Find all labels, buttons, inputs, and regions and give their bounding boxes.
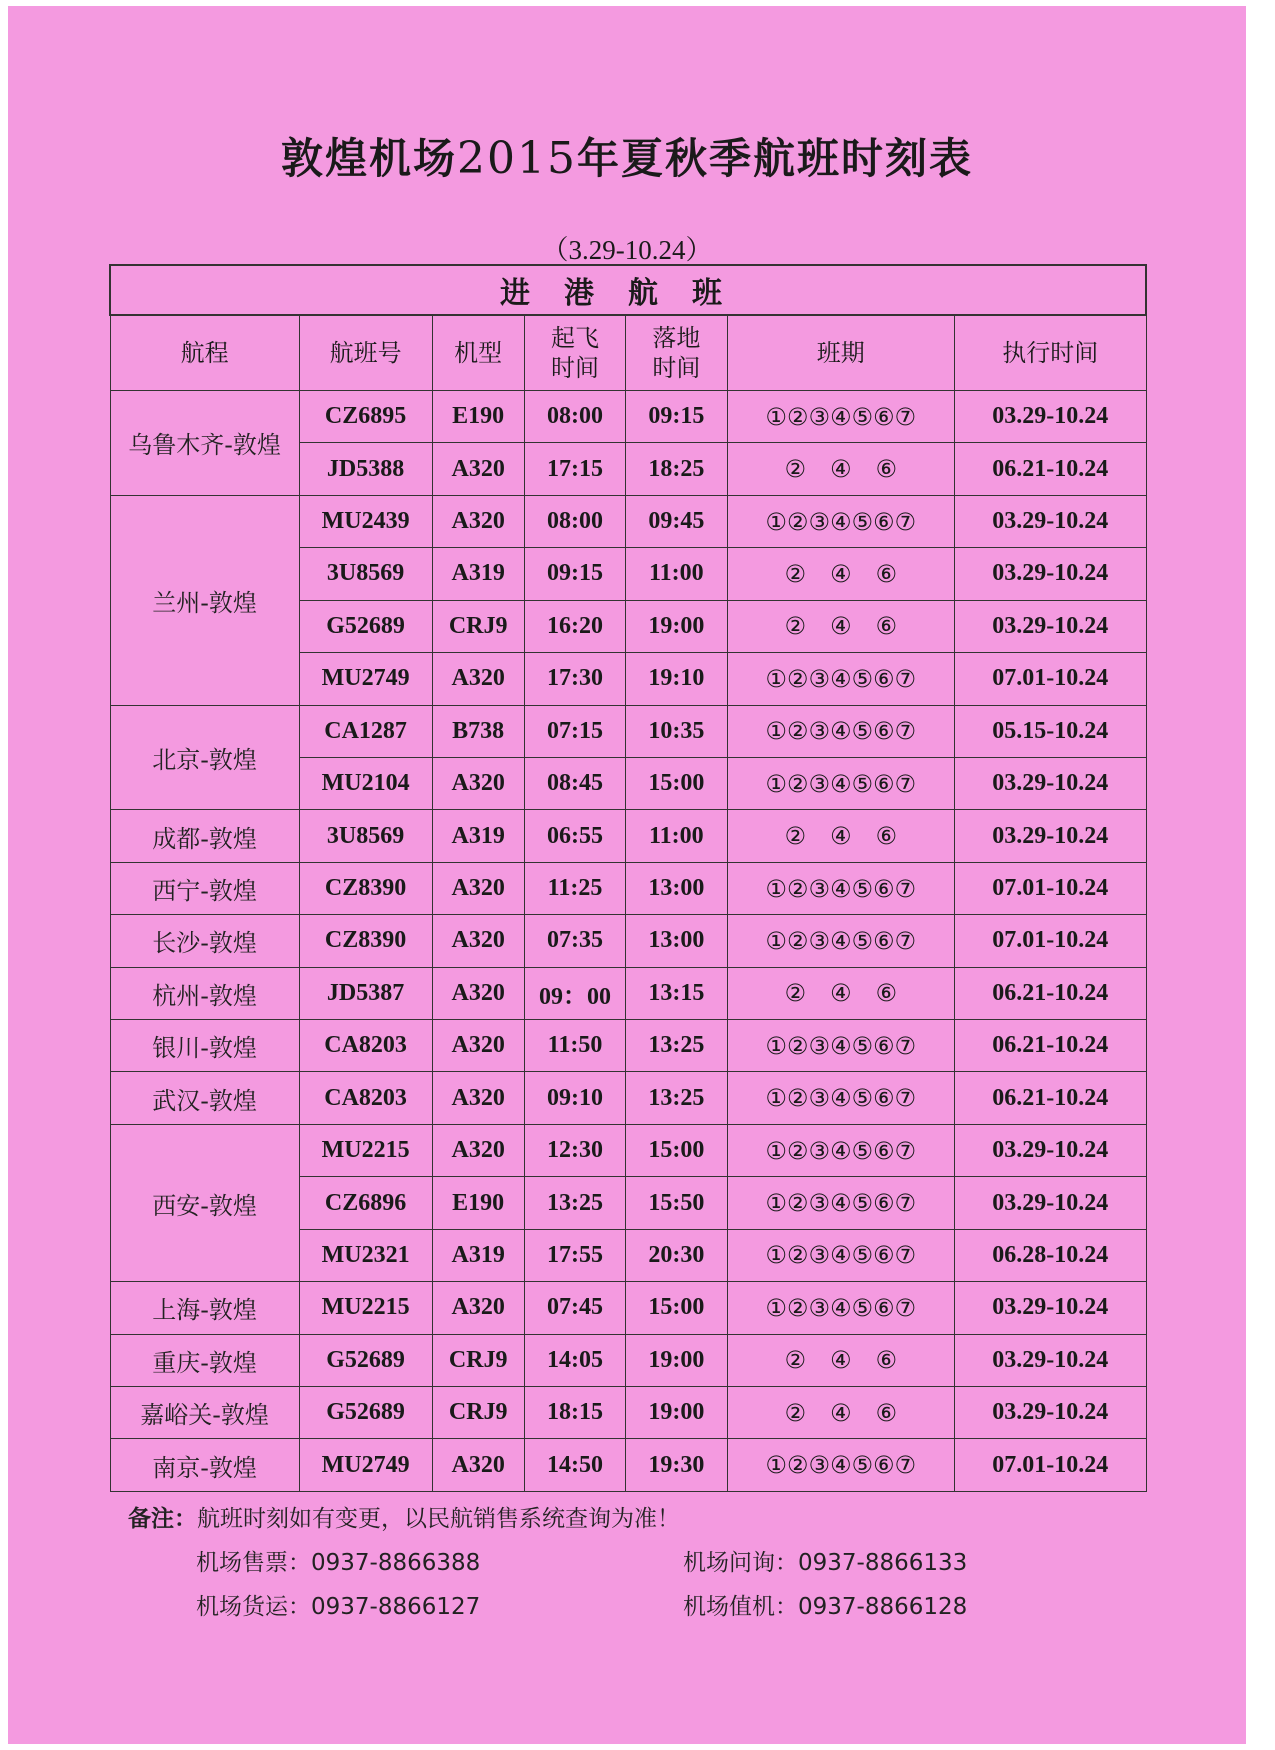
effective-period-cell: 03.29-10.24 [954,495,1146,547]
arrival-time-cell: 15:00 [626,757,727,809]
flight-number-cell: JD5387 [299,967,432,1019]
aircraft-type-cell: E190 [432,1177,524,1229]
table-row [110,1334,1146,1386]
flight-number-cell: G52689 [299,1334,432,1386]
departure-time-cell: 07:15 [524,705,625,757]
effective-period-cell: 03.29-10.24 [954,600,1146,652]
effective-period-cell: 03.29-10.24 [954,1387,1146,1439]
flight-number-cell: MU2749 [299,1439,432,1492]
contact-checkin [683,1588,967,1621]
route-cell: 西安-敦煌 [110,1124,299,1281]
contact-cargo-label: 机场货运： [196,1594,311,1620]
departure-time-cell: 09：00 [524,967,625,1019]
operating-days-cell: ①②③④⑤⑥⑦ [727,495,954,547]
operating-days-cell: ② ④ ⑥ [727,1334,954,1386]
effective-period-cell: 06.21-10.24 [954,967,1146,1019]
effective-period-cell: 06.21-10.24 [954,443,1146,495]
operating-days-cell: ①②③④⑤⑥⑦ [727,1177,954,1229]
effective-period-cell: 03.29-10.24 [954,548,1146,600]
departure-time-cell: 07:45 [524,1282,625,1334]
col-days: 班期 [727,315,954,391]
notes-label: 备注： [128,1506,197,1532]
effective-period-cell: 05.15-10.24 [954,705,1146,757]
table-row [110,1124,1146,1176]
effective-period-cell: 07.01-10.24 [954,915,1146,967]
route-cell: 南京-敦煌 [110,1439,299,1492]
table-row [110,391,1146,443]
flight-number-cell: 3U8569 [299,548,432,600]
aircraft-type-cell: E190 [432,391,524,443]
column-header-row [110,315,1146,391]
flight-number-cell: CZ8390 [299,862,432,914]
effective-period-cell: 06.21-10.24 [954,1072,1146,1124]
route-cell: 武汉-敦煌 [110,1072,299,1124]
contact-cargo [196,1588,480,1621]
aircraft-type-cell: A320 [432,915,524,967]
notes-text: 航班时刻如有变更，以民航销售系统查询为准！ [197,1506,680,1532]
departure-time-cell: 07:35 [524,915,625,967]
arrival-time-cell: 19:10 [626,653,727,705]
title-year: 2015 [457,133,577,184]
aircraft-type-cell: A319 [432,810,524,862]
col-aircraft: 机型 [432,315,524,391]
effective-period-cell: 03.29-10.24 [954,1282,1146,1334]
departure-time-cell: 17:15 [524,443,625,495]
aircraft-type-cell: A320 [432,1020,524,1072]
aircraft-type-cell: A320 [432,1124,524,1176]
contact-checkin-label: 机场值机： [683,1594,798,1620]
aircraft-type-cell: CRJ9 [432,1387,524,1439]
arrival-time-cell: 20:30 [626,1229,727,1281]
title-part2: 年夏秋季航班时刻表 [576,134,973,183]
arrival-time-cell: 18:25 [626,443,727,495]
contact-ticketing-label: 机场售票： [196,1550,311,1576]
arrival-time-cell: 13:15 [626,967,727,1019]
operating-days-cell: ①②③④⑤⑥⑦ [727,915,954,967]
effective-period-cell: 03.29-10.24 [954,1177,1146,1229]
arrival-time-cell: 15:50 [626,1177,727,1229]
table-row [110,1072,1146,1124]
operating-days-cell: ①②③④⑤⑥⑦ [727,1439,954,1492]
col-departure [524,315,625,391]
departure-time-cell: 14:05 [524,1334,625,1386]
table-row [110,1387,1146,1439]
aircraft-type-cell: A320 [432,1439,524,1492]
operating-days-cell: ①②③④⑤⑥⑦ [727,391,954,443]
arrival-time-cell: 13:00 [626,915,727,967]
col-departure-line2: 时间 [551,354,599,382]
effective-period-cell: 03.29-10.24 [954,1124,1146,1176]
schedule-body [110,391,1146,1492]
flight-number-cell: MU2321 [299,1229,432,1281]
route-cell: 乌鲁木齐-敦煌 [110,391,299,496]
operating-days-cell: ①②③④⑤⑥⑦ [727,1282,954,1334]
page-title [8,126,1246,186]
departure-time-cell: 08:00 [524,495,625,547]
flight-number-cell: CA1287 [299,705,432,757]
flight-number-cell: CA8203 [299,1072,432,1124]
departure-time-cell: 17:55 [524,1229,625,1281]
contact-ticketing-phone: 0937-8866388 [311,1550,481,1576]
effective-period-cell: 06.21-10.24 [954,1020,1146,1072]
table-row [110,705,1146,757]
operating-days-cell: ①②③④⑤⑥⑦ [727,862,954,914]
flight-number-cell: G52689 [299,600,432,652]
departure-time-cell: 13:25 [524,1177,625,1229]
arrival-time-cell: 13:25 [626,1072,727,1124]
flight-number-cell: MU2215 [299,1124,432,1176]
aircraft-type-cell: CRJ9 [432,1334,524,1386]
contact-checkin-phone: 0937-8866128 [798,1594,968,1620]
effective-period-cell: 03.29-10.24 [954,810,1146,862]
operating-days-cell: ①②③④⑤⑥⑦ [727,1072,954,1124]
operating-days-cell: ①②③④⑤⑥⑦ [727,1124,954,1176]
aircraft-type-cell: B738 [432,705,524,757]
col-route: 航程 [110,315,299,391]
aircraft-type-cell: A320 [432,757,524,809]
effective-period-cell: 07.01-10.24 [954,1439,1146,1492]
aircraft-type-cell: A320 [432,443,524,495]
departure-time-cell: 09:15 [524,548,625,600]
contact-cargo-phone: 0937-8866127 [311,1594,481,1620]
departure-time-cell: 06:55 [524,810,625,862]
departure-time-cell: 18:15 [524,1387,625,1439]
table-row [110,1020,1146,1072]
operating-days-cell: ①②③④⑤⑥⑦ [727,705,954,757]
arrival-time-cell: 15:00 [626,1124,727,1176]
aircraft-type-cell: A320 [432,495,524,547]
arrival-time-cell: 10:35 [626,705,727,757]
departure-time-cell: 11:50 [524,1020,625,1072]
effective-period-cell: 06.28-10.24 [954,1229,1146,1281]
aircraft-type-cell: A320 [432,1072,524,1124]
route-cell: 嘉峪关-敦煌 [110,1387,299,1439]
arrival-time-cell: 19:00 [626,1334,727,1386]
departure-time-cell: 11:25 [524,862,625,914]
route-cell: 西宁-敦煌 [110,862,299,914]
effective-period-cell: 07.01-10.24 [954,653,1146,705]
departure-time-cell: 09:10 [524,1072,625,1124]
col-arrival-line1: 落地 [652,324,701,352]
col-flight: 航班号 [299,315,432,391]
aircraft-type-cell: A320 [432,653,524,705]
notes-line [128,1500,680,1533]
operating-days-cell: ①②③④⑤⑥⑦ [727,653,954,705]
aircraft-type-cell: A319 [432,548,524,600]
route-cell: 杭州-敦煌 [110,967,299,1019]
operating-days-cell: ② ④ ⑥ [727,1387,954,1439]
departure-time-cell: 08:45 [524,757,625,809]
operating-days-cell: ①②③④⑤⑥⑦ [727,1229,954,1281]
arrival-time-cell: 11:00 [626,810,727,862]
departure-time-cell: 08:00 [524,391,625,443]
route-cell: 重庆-敦煌 [110,1334,299,1386]
departure-time-cell: 17:30 [524,653,625,705]
aircraft-type-cell: A319 [432,1229,524,1281]
arrival-time-cell: 09:15 [626,391,727,443]
flight-number-cell: CA8203 [299,1020,432,1072]
flight-number-cell: CZ6896 [299,1177,432,1229]
departure-time-cell: 14:50 [524,1439,625,1492]
arrival-time-cell: 19:30 [626,1439,727,1492]
table-row [110,495,1146,547]
arrival-time-cell: 11:00 [626,548,727,600]
flight-number-cell: 3U8569 [299,810,432,862]
table-row [110,915,1146,967]
departure-time-cell: 16:20 [524,600,625,652]
flight-number-cell: MU2104 [299,757,432,809]
operating-days-cell: ② ④ ⑥ [727,548,954,600]
table-row [110,1439,1146,1492]
arrival-time-cell: 15:00 [626,1282,727,1334]
effective-period-cell: 07.01-10.24 [954,862,1146,914]
flight-number-cell: MU2749 [299,653,432,705]
route-cell: 上海-敦煌 [110,1282,299,1334]
arrival-time-cell: 13:25 [626,1020,727,1072]
operating-days-cell: ② ④ ⑥ [727,443,954,495]
departure-time-cell: 12:30 [524,1124,625,1176]
operating-days-cell: ② ④ ⑥ [727,967,954,1019]
aircraft-type-cell: A320 [432,967,524,1019]
section-title: 进港航班 [110,265,1146,315]
flight-number-cell: JD5388 [299,443,432,495]
effective-period-cell: 03.29-10.24 [954,391,1146,443]
contact-inquiry-label: 机场问询： [683,1550,798,1576]
operating-days-cell: ①②③④⑤⑥⑦ [727,757,954,809]
arrival-time-cell: 13:00 [626,862,727,914]
table-row [110,862,1146,914]
contact-inquiry-phone: 0937-8866133 [798,1550,968,1576]
contact-ticketing [196,1544,480,1577]
aircraft-type-cell: CRJ9 [432,600,524,652]
aircraft-type-cell: A320 [432,1282,524,1334]
col-arrival-line2: 时间 [652,354,701,382]
col-departure-line1: 起飞 [551,324,599,352]
date-range: （3.29-10.24） [541,235,713,265]
col-period: 执行时间 [954,315,1146,391]
col-arrival [626,315,727,391]
route-cell: 北京-敦煌 [110,705,299,810]
title-part1: 敦煌机场 [280,134,457,183]
route-cell: 兰州-敦煌 [110,495,299,705]
flight-number-cell: G52689 [299,1387,432,1439]
effective-period-cell: 03.29-10.24 [954,1334,1146,1386]
flight-number-cell: CZ8390 [299,915,432,967]
effective-period-cell: 03.29-10.24 [954,757,1146,809]
flight-number-cell: MU2215 [299,1282,432,1334]
route-cell: 长沙-敦煌 [110,915,299,967]
table-row [110,810,1146,862]
route-cell: 成都-敦煌 [110,810,299,862]
table-row [110,967,1146,1019]
arrival-time-cell: 09:45 [626,495,727,547]
table-row [110,1282,1146,1334]
flight-number-cell: CZ6895 [299,391,432,443]
operating-days-cell: ② ④ ⑥ [727,810,954,862]
arrival-time-cell: 19:00 [626,600,727,652]
operating-days-cell: ② ④ ⑥ [727,600,954,652]
route-cell: 银川-敦煌 [110,1020,299,1072]
contact-inquiry [683,1544,967,1577]
flight-number-cell: MU2439 [299,495,432,547]
aircraft-type-cell: A320 [432,862,524,914]
operating-days-cell: ①②③④⑤⑥⑦ [727,1020,954,1072]
arrival-schedule-table [109,264,1147,1492]
arrival-time-cell: 19:00 [626,1387,727,1439]
